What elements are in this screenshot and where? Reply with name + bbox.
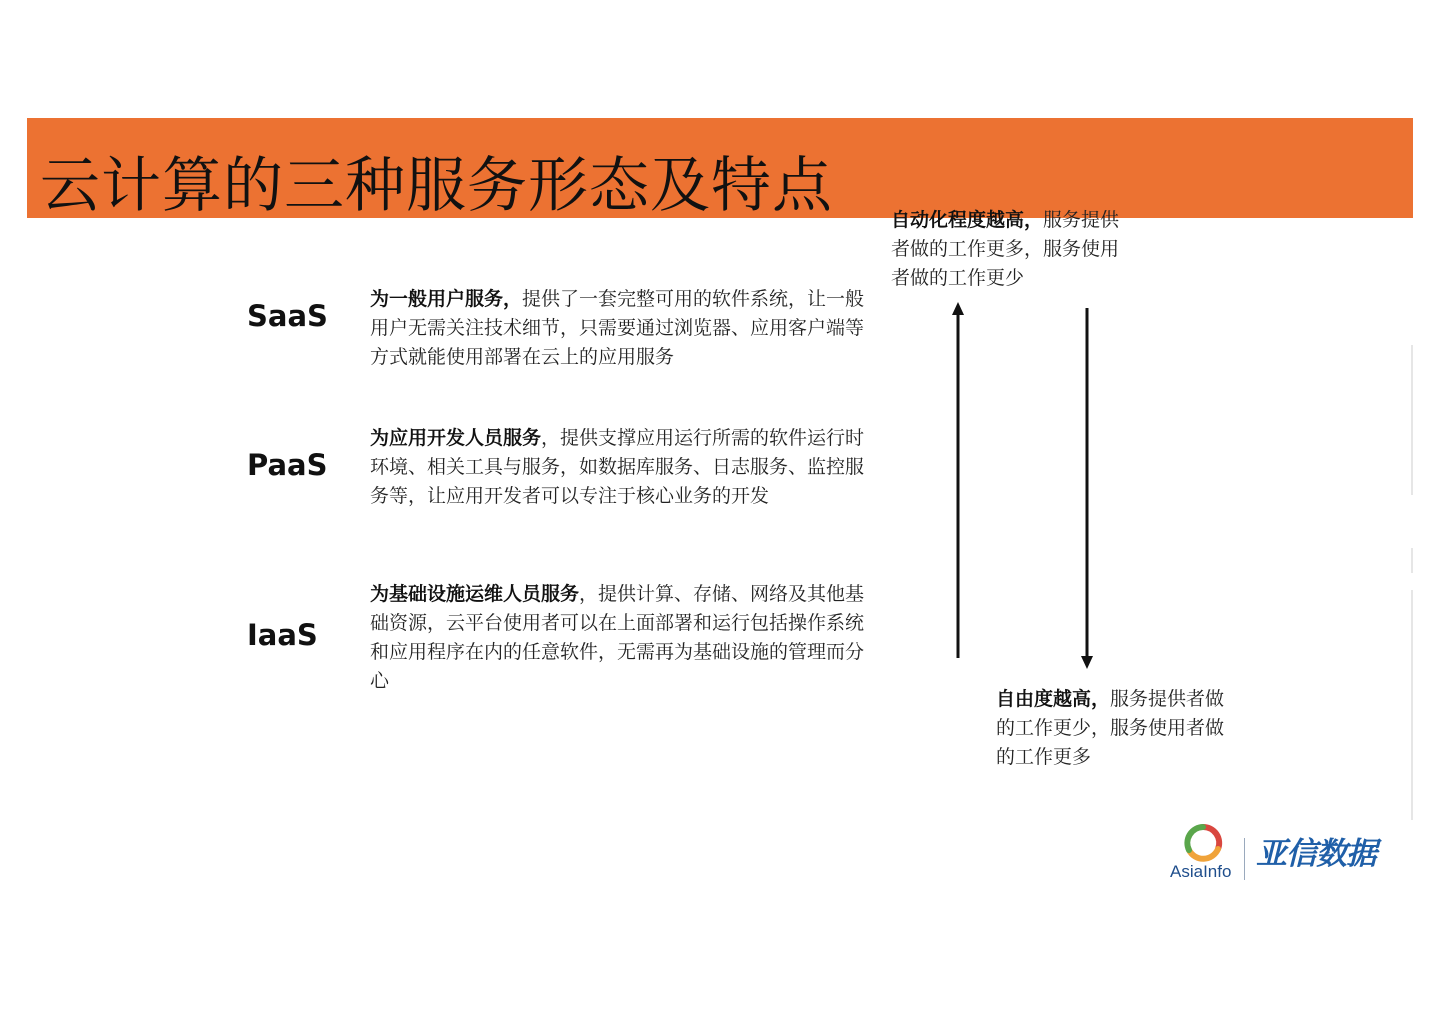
service-desc-iaas — [370, 580, 870, 696]
service-name-iaas: IaaS — [247, 618, 318, 652]
note-automation-bold: 自动化程度越高， — [891, 209, 1044, 231]
service-name-saas: SaaS — [247, 299, 328, 333]
edge-line — [1411, 590, 1413, 820]
service-desc-saas-rest: 提供了一套完整可用的软件系统，让一般用户无需关注技术细节，只需要通过浏览器、应用客户端等方式就能使用部署在云上的应用服务 — [370, 288, 865, 368]
service-desc-paas-rest: ，提供支撑应用运行所需的软件运行时环境、相关工具与服务，如数据库服务、日志服务、监控服务等，让应用开发者可以专注于核心业务的开发 — [370, 427, 865, 507]
note-freedom-rest: 服务提供者做的工作更少，服务使用者做的工作更多 — [996, 688, 1225, 768]
page-title: 云计算的三种服务形态及特点 — [40, 151, 833, 221]
edge-line — [1411, 345, 1413, 495]
asiainfo-logo-icon — [1183, 823, 1223, 863]
down-arrow — [1081, 308, 1093, 669]
service-desc-saas-bold: 为一般用户服务， — [370, 288, 523, 310]
service-desc-paas-bold: 为应用开发人员服务 — [370, 427, 542, 449]
note-freedom-bold: 自由度越高， — [996, 688, 1111, 710]
service-desc-iaas-bold: 为基础设施运维人员服务 — [370, 583, 580, 605]
logo-divider — [1244, 838, 1245, 880]
service-desc-paas — [370, 424, 870, 511]
note-automation-rest: 服务提供者做的工作更多，服务使用者做的工作更少 — [891, 209, 1120, 289]
logo-text-en: AsiaInfo — [1170, 862, 1232, 881]
note-automation — [891, 206, 1123, 293]
note-freedom — [996, 685, 1228, 772]
service-name-paas: PaaS — [247, 448, 328, 482]
up-arrow — [952, 302, 964, 658]
logo-text-cn: 亚信数据 — [1256, 836, 1376, 872]
service-desc-iaas-rest: ，提供计算、存储、网络及其他基础资源，云平台使用者可以在上面部署和运行包括操作系统和应用程序在内的任意软件，无需再为基础设施的管理而分心 — [370, 583, 865, 692]
service-desc-saas — [370, 285, 870, 372]
edge-line — [1411, 548, 1413, 573]
